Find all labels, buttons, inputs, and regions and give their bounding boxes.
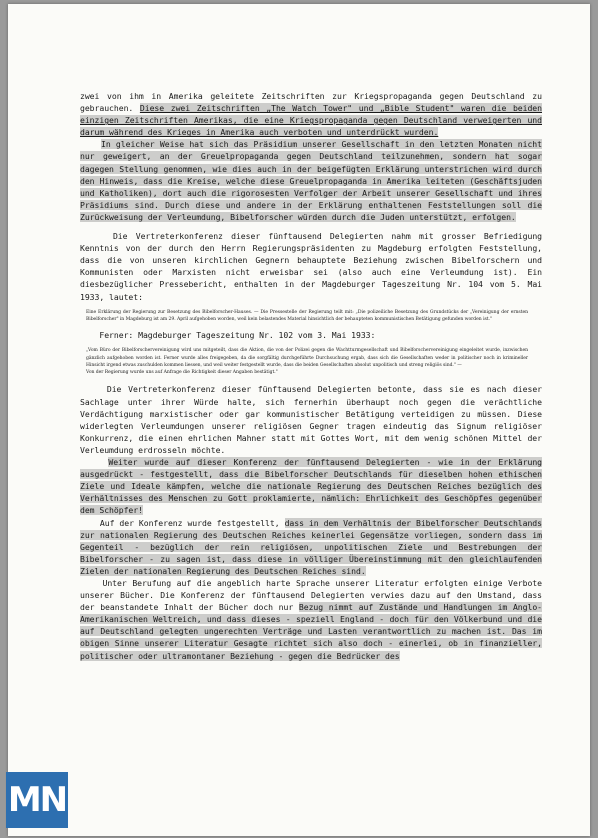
paragraph-3 — [80, 230, 542, 303]
paragraph-5-text: Die Vertreterkonferenz dieser fünftausend Delegierten betonte, dass sie es nach dieser Sachlage unter ihrer Würde halte, sich fernerhin überhaupt noch gegen die verächtliche Verdächtigung marxistischer oder gar kommunistischer Betätigung verteidigen zu müssen. Diese widerlegten Verleumdungen unserer religiösen Gegner tragen eindeutig das Signum religiöser Konkurrenz, die einen ehrlichen Mahner statt mit Gottes Wort, mit dem wenig schönen Mittel der Verleumdung erdrosseln möchte. — [80, 384, 542, 455]
paragraph-1-text: zwei von ihm in Amerika geleitete Zeitschriften zur Kriegspropaganda gegen Deutschland zu gebrauchen. — [80, 91, 542, 114]
paragraph-7-text: Auf der Konferenz wurde festgestellt, — [99, 517, 280, 528]
paragraph-1 — [80, 90, 542, 138]
paragraph-5 — [80, 383, 542, 456]
paragraph-2-highlight: In gleicher Weise hat sich das Präsidium unserer Gesellschaft in den letzten Monaten nicht nur geweigert, an der Greuelpropaganda gegen Deutschland teilzunehmen, sondern hat sogar dagegen Stellung genommen, wie dies auch in der beigefügten Erklärung unterstrichen wird durch den Hinweis, dass die Kreise, welche diese Greuelpropaganda in Amerika leiteten (Geschäftsjuden und Katholiken), dort auch die rigorosesten Verfolger der Arbeit unserer Gesellschaft und ihres Präsidiums sind. Durch diese und andere in der Erklärung enthaltenen Feststellungen soll die Zurückweisung der Verleumdung, Bibelforscher würden durch die Juden unterstützt, erfolgen. — [80, 139, 542, 222]
press-quote-2-end: Von der Regierung wurde uns auf Anfrage die Richtigkeit dieser Angaben bestätigt." — [86, 370, 278, 376]
press-quote-2-text: „Vom Büro der Bibelforschervereinigung wird uns mitgeteilt, dass die Aktion, die von der Polizei gegen die Wachtturmgesellschaft und Bibelforschervereinigung eingeleitet wurde, inzwischen gänzlich aufgehoben worden ist. Ferner wurde alles freigegeben, da die sorgfältig durchgeführte Durchsuchung ergab, dass sich die Gesellschaften weder in politischer noch in krimineller Hinsicht irgend etwas zuschulden kommen liessen, und weil weiter festgestellt wurde, dass die beiden Gesellschaften absolut unpolitisch und streng religiös sind." — — [86, 348, 528, 368]
paragraph-8-text: Unter Berufung auf die angeblich harte Sprache unserer Literatur erfolgten einige Verbote unserer Bücher. Die Konferenz der fünftausend Delegierten verwies dazu auf den Umstand, dass der beanstandete Inhalt der Bücher doch nur — [80, 577, 542, 613]
paragraph-4-text: Ferner: Magdeburger Tageszeitung Nr. 102 vom 3. Mai 1933: — [99, 330, 376, 341]
press-quote-1: Eine Erklärung der Regierung zur Besetzung des Bibelforscher-Hauses. — Die Pressestelle der Regierung teilt mit: „Die polizeiliche Besetzung des Grundstücks der „Vereinigung der ernsten Bibelforscher" in Magdeburg ist am 29. April aufgehoben worden, weil kein belastendes Material hinsichtlich der behaupteten kommunistischen Betätigung gefunden worden ist." — [86, 309, 528, 322]
paragraph-2 — [80, 138, 542, 223]
paragraph-7-highlight: dass in dem Verhältnis der Bibelforscher Deutschlands zur nationalen Regierung des Deutschen Reiches keinerlei Gegensätze vorliegen, sondern dass im Gegenteil - bezüglich der rein religiösen, unpolitischen Ziele und Bestrebungen der Bibelforscher - zu sagen ist, dass diese in völliger Übereinstimmung mit den gleichlaufenden Zielen der nationalen Regierung des Deutschen Reiches sind. — [80, 517, 542, 576]
mn-logo — [6, 772, 68, 828]
paragraph-4 — [80, 329, 542, 341]
press-quote-2 — [86, 347, 528, 376]
paragraph-8-highlight: Bezug nimmt auf Zustände und Handlungen im Anglo-Amerikanischen Weltreich, und dass dieses - speziell England - doch für den Völkerbund und die auf Deutschland gelegten ungerechten Verträge und Lasten verantwortlich zu machen ist. Das im obigen Sinne unserer Literatur Gesagte richtet sich also doch - einerlei, ob in finanzieller, politischer oder ultramontaner Beziehung - gegen die Bedrücker des — [80, 602, 542, 661]
document-page — [8, 4, 590, 836]
document-body — [80, 90, 542, 662]
paragraph-6 — [80, 456, 542, 516]
mn-logo-text: MN — [7, 780, 67, 820]
paragraph-8 — [80, 577, 542, 662]
paragraph-3-text: Die Vertreterkonferenz dieser fünftausend Delegierten nahm mit grosser Befriedigung Kenntnis von der durch den Herrn Regierungspräsidenten zu Magdeburg erfolgten Feststellung, dass die von unseren kirchlichen Gegnern behauptete Beziehung zwischen Bibelforschern und Kommunisten oder Marxisten nicht erweisbar sei (also auch eine Verleumdung ist). Ein diesbezüglicher Pressebericht, enthalten in der Magdeburger Tageszeitung Nr. 104 vom 5. Mai 1933, lautet: — [80, 231, 543, 302]
paragraph-7 — [80, 517, 542, 577]
paragraph-1-highlight: Diese zwei Zeitschriften „The Watch Tower" und „Bible Student" waren die beiden einzigen Zeitschriften Amerikas, die eine Kriegspropaganda gegen Deutschland verweigerten und darum während des Krieges in Amerika auch verboten und unterdrückt wurden. — [80, 103, 542, 138]
paragraph-6-highlight: Weiter wurde auf dieser Konferenz der fünftausend Delegierten - wie in der Erklärung ausgedrückt - festgestellt, dass die Bibelforscher Deutschlands für dieselben hohen ethischen Ziele und Ideale kämpfen, welche die nationale Regierung des Deutschen Reiches bezüglich des Verhältnisses des Menschen zu Gott proklamierte, nämlich: Ehrlichkeit des Geschöpfes gegenüber dem Schöpfer! — [80, 457, 543, 516]
